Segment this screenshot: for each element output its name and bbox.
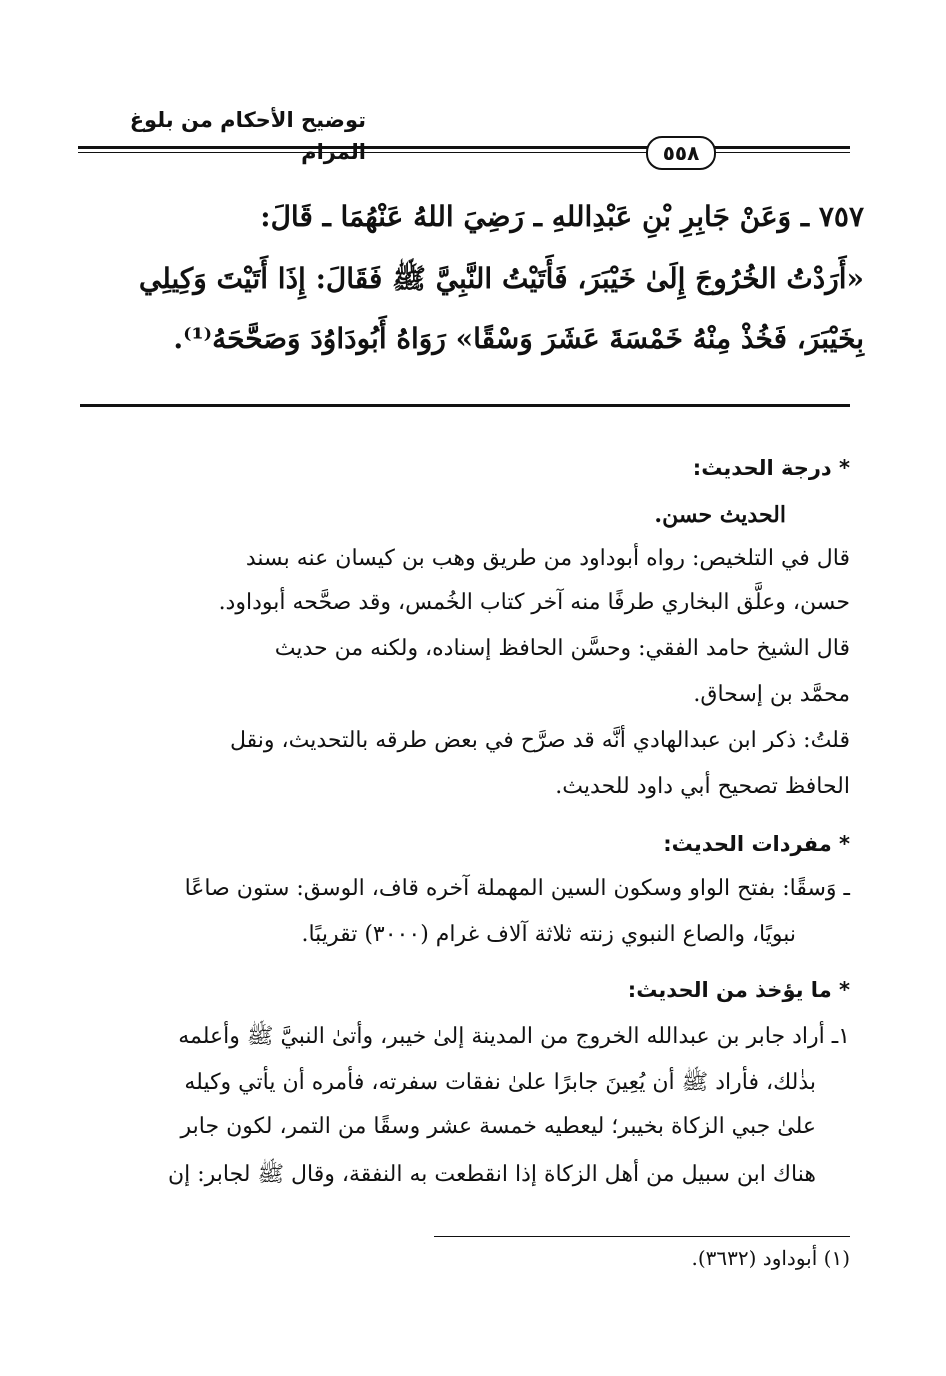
paragraph-line: هناك ابن سبيل من أهل الزكاة إذا انقطعت به النفقة، وقال ﷺ لجابر: إن bbox=[167, 1162, 816, 1187]
header-rule-thin bbox=[78, 152, 850, 153]
paragraph-line: ـ وَسقًا: بفتح الواو وسكون السين المهملة آخره قاف، الوسق: ستون صاعًا bbox=[184, 876, 850, 901]
paragraph-line: بذٰلك، فأراد ﷺ أن يُعِينَ جابرًا علىٰ نفقات سفرته، فأمره أن يأتي وكيله bbox=[184, 1070, 816, 1095]
paragraph-line: الحافظ تصحيح أبي داود للحديث. bbox=[555, 774, 850, 799]
paragraph-line: قال الشيخ حامد الفقي: وحسَّن الحافظ إسناده، ولكنه من حديث bbox=[274, 636, 850, 661]
page-number-badge: ٥٥٨ bbox=[646, 136, 716, 170]
hadith-line-3: بِخَيْبَرَ، فَخُذْ مِنْهُ خَمْسَةَ عَشَرَ وَسْقًا» رَوَاهُ أَبُودَاوُدَ وَصَحَّحَهُ⁽¹⁾. bbox=[173, 322, 864, 355]
paragraph-line: ١ـ أراد جابر بن عبدالله الخروج من المدينة إلىٰ خيبر، وأتىٰ النبيَّ ﷺ وأعلمه bbox=[178, 1024, 850, 1049]
paragraph-line: نبويًا، والصاع النبوي زنته ثلاثة آلاف غرام (٣٠٠٠) تقريبًا. bbox=[301, 922, 796, 947]
paragraph-line: محمَّد بن إسحاق. bbox=[693, 682, 850, 707]
paragraph-line: قلتُ: ذكر ابن عبدالهادي أنَّه قد صرَّح في بعض طرقه بالتحديث، ونقل bbox=[229, 728, 850, 753]
hadith-line-1: ٧٥٧ ـ وَعَنْ جَابِرِ بْنِ عَبْدِاللهِ ـ رَضِيَ اللهُ عَنْهُمَا ـ قَالَ: bbox=[260, 200, 864, 233]
paragraph-line: قال في التلخيص: رواه أبوداود من طريق وهب بن كيسان عنه بسند bbox=[245, 546, 850, 571]
vocab-heading: * مفردات الحديث: bbox=[663, 832, 850, 856]
hadith-separator-rule bbox=[80, 404, 850, 407]
header-rule-thick bbox=[78, 146, 850, 149]
footnote-separator-rule bbox=[434, 1236, 850, 1237]
grade-text: الحديث حسن. bbox=[654, 502, 786, 528]
footnote: (١) أبوداود (٣٦٣٢). bbox=[691, 1246, 850, 1270]
hadith-line-2: «أَرَدْتُ الخُرُوجَ إِلَىٰ خَيْبَرَ، فَأَتَيْتُ النَّبِيَّ ﷺ فَقَالَ: إِذَا أَتَيْتَ وَكِيلِي bbox=[138, 262, 864, 295]
grade-heading: * درجة الحديث: bbox=[692, 456, 850, 480]
running-header-title: توضيح الأحكام من بلوغ المرام bbox=[129, 108, 366, 164]
paragraph-line: حسن، وعلَّق البخاري طرفًا منه آخر كتاب الخُمس، وقد صحَّحه أبوداود. bbox=[218, 590, 850, 615]
lessons-heading: * ما يؤخذ من الحديث: bbox=[627, 978, 850, 1002]
paragraph-line: علىٰ جبي الزكاة بخيبر؛ ليعطيه خمسة عشر وسقًا من التمر، لكون جابر bbox=[180, 1114, 816, 1139]
